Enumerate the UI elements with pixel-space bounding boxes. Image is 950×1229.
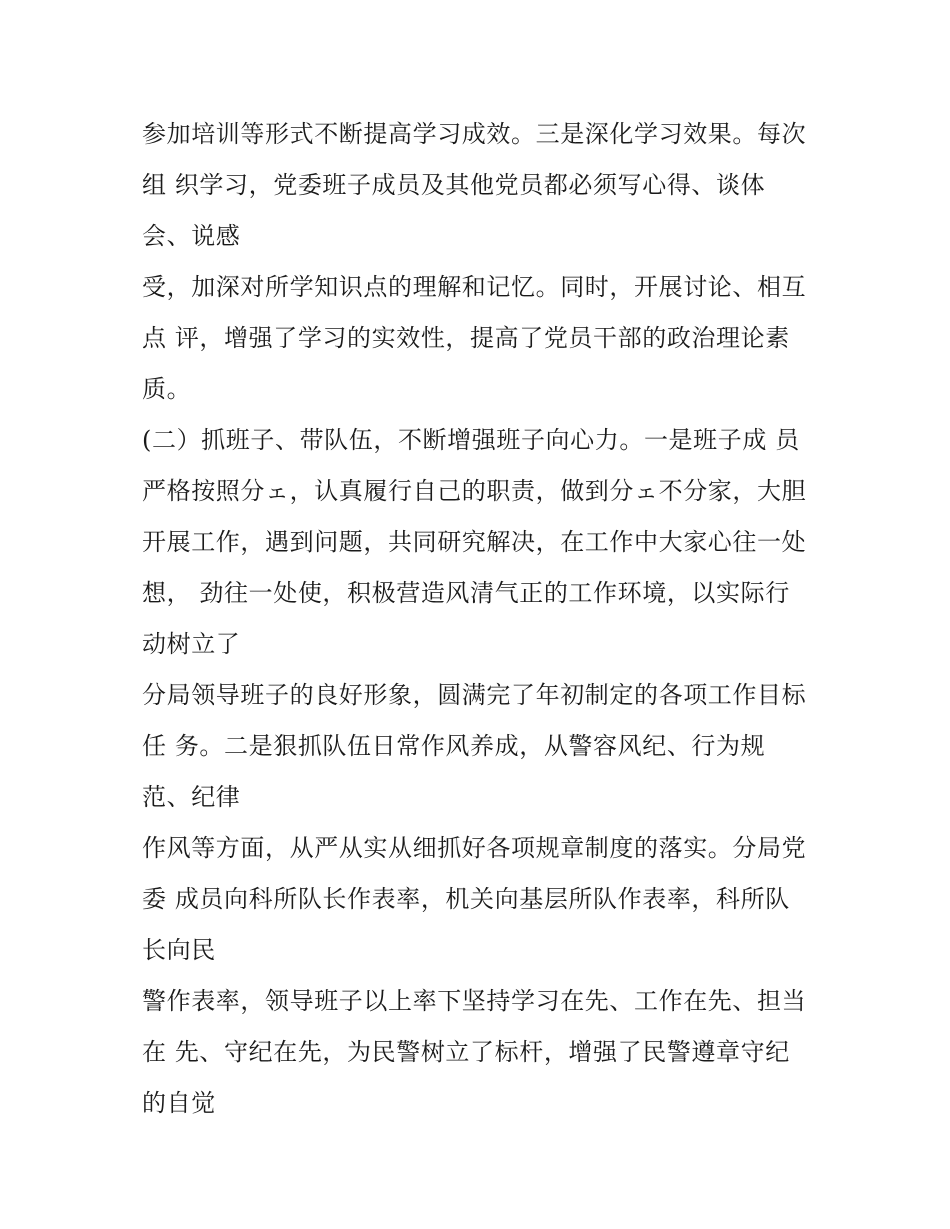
text-line: 任 务。二是狠抓队伍日常作风养成，从警容风纪、行为规: [142, 732, 766, 760]
text-line: 作风等方面，从严从实从细抓好各项规章制度的落实。分局党: [142, 834, 807, 862]
text-line: 长向民: [142, 936, 216, 964]
text-line: 质。: [142, 375, 192, 403]
text-line: (二）抓班子、带队伍，不断增强班子向心力。一是班子成 员: [142, 426, 800, 454]
body-text: [142, 109, 842, 1129]
text-line: 范、纪律: [142, 783, 241, 811]
text-line: 想， 劲往一处使，积极营造风清气正的工作环境，以实际行: [142, 579, 790, 607]
text-line: 受，加深对所学知识点的理解和记忆。同时，开展讨论、相互: [142, 273, 807, 301]
text-line: 会、说感: [142, 222, 241, 250]
text-line: 严格按照分ェ，认真履行自己的职责，做到分ェ不分家，大胆: [142, 477, 807, 505]
text-line: 分局领导班子的良好形象，圆满完了年初制定的各项工作目标: [142, 681, 807, 709]
text-line: 的自觉: [142, 1089, 216, 1117]
text-line: 在 先、守纪在先，为民警树立了标杆，增强了民警遵章守纪: [142, 1038, 790, 1066]
text-line: 开展工作，遇到问题，共同研究解决，在工作中大家心往一处: [142, 528, 807, 556]
text-line: 委 成员向科所队长作表率，机关向基层所队作表率，科所队: [142, 885, 790, 913]
text-line: 组 织学习，党委班子成员及其他党员都必须写心得、谈体: [142, 171, 766, 199]
text-line: 参加培训等形式不断提高学习成效。三是深化学习效果。每次: [142, 120, 807, 148]
text-line: 点 评，增强了学习的实效性，提高了党员干部的政治理论素: [142, 324, 790, 352]
text-line: 警作表率，领导班子以上率下坚持学习在先、工作在先、担当: [142, 987, 807, 1015]
text-line: 动树立了: [142, 630, 241, 658]
